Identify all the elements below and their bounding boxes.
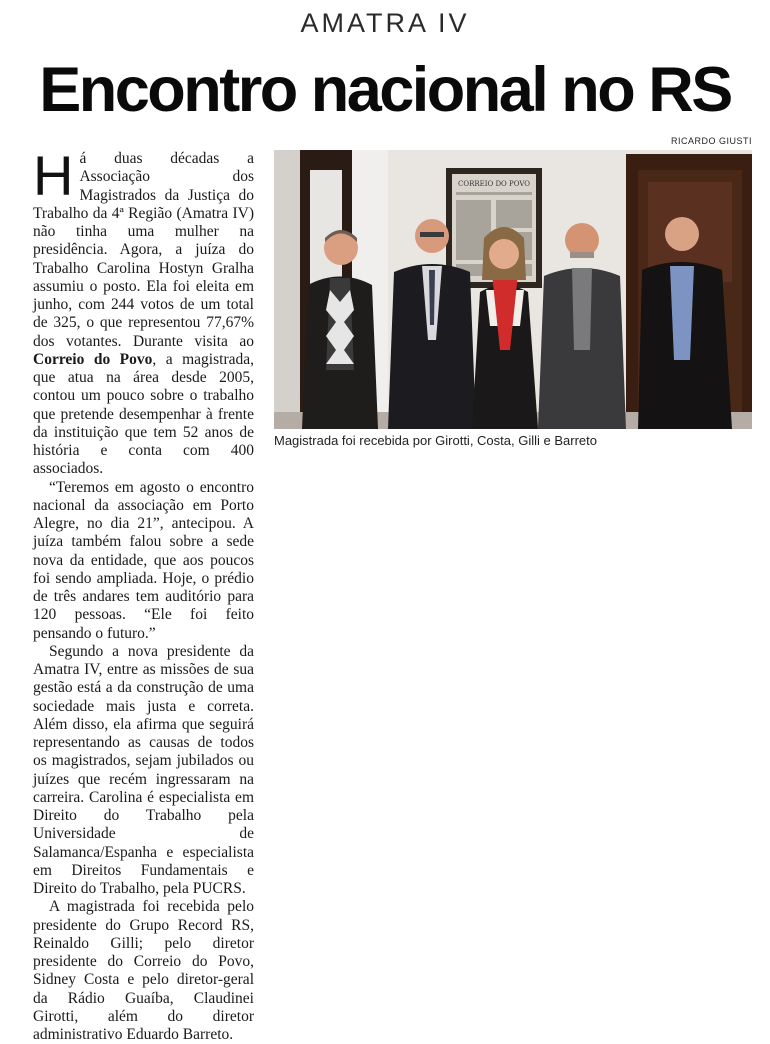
paragraph-4: A magistrada foi recebida pelo presidente do Grupo Record RS, Reinaldo Gilli; pelo diretor presidente do Correio do Povo, Sidney Costa e pelo diretor-geral da Rádio Guaíba, Claudinei Girotti, além do diretor administrativo Eduardo Barreto. xyxy=(33,898,254,1043)
news-photo xyxy=(274,150,752,429)
framed-newspaper-title: CORREIO DO POVO xyxy=(457,180,531,188)
paragraph-1-text: á duas décadas a Associação dos Magistrados da Justiça do Trabalho da 4ª Região (Amatra IV) não tinha uma mulher na presidência. Agora, a juíza do Trabalho Carolina Hostyn Gralha assumiu o posto. Ela foi eleita em junho, com 244 votos de um total de 325, o que representou 77,67% dos votantes. Durante visita ao xyxy=(33,150,254,350)
paragraph-1 xyxy=(33,144,254,479)
photo-credit: RICARDO GIUSTI xyxy=(670,136,752,146)
headline: Encontro nacional no RS xyxy=(39,55,731,125)
paragraph-3: Segundo a nova presidente da Amatra IV, entre as missões de sua gestão está a da construção de uma sociedade mais justa e correta. Além disso, ela afirma que seguirá representando as causas de todos os magistrados, sejam jubilados ou juízes que recém ingressaram na carreira. Carolina é especialista em Direito do Trabalho pela Universidade de Salamanca/Espanha e especialista em Direitos Fundamentais e Direito do Trabalho, pela PUCRS. xyxy=(33,642,254,897)
paragraph-2: “Teremos em agosto o encontro nacional da associação em Porto Alegre, no dia 21”, antecipou. A juíza também falou sobre a sede nova da entidade, que aos poucos foi sendo ampliada. Hoje, o prédio de três andares tem auditório para 120 pessoas. “Ele foi feito pensando o futuro.” xyxy=(33,478,254,642)
photo-caption: Magistrada foi recebida por Girotti, Costa, Gilli e Barreto xyxy=(274,433,597,448)
paragraph-1-tail: , a magistrada, que atua na área desde 2005, contou um pouco sobre o trabalho que pretende desempenhar à frente da instituição que tem 52 anos de história e conta com 400 associados. xyxy=(33,350,254,478)
newspaper-name: Correio do Povo xyxy=(33,350,153,368)
photo-illustration xyxy=(274,150,752,429)
drop-cap: H xyxy=(33,144,74,207)
section-label: AMATRA IV xyxy=(300,8,470,38)
article-body xyxy=(33,144,254,1044)
